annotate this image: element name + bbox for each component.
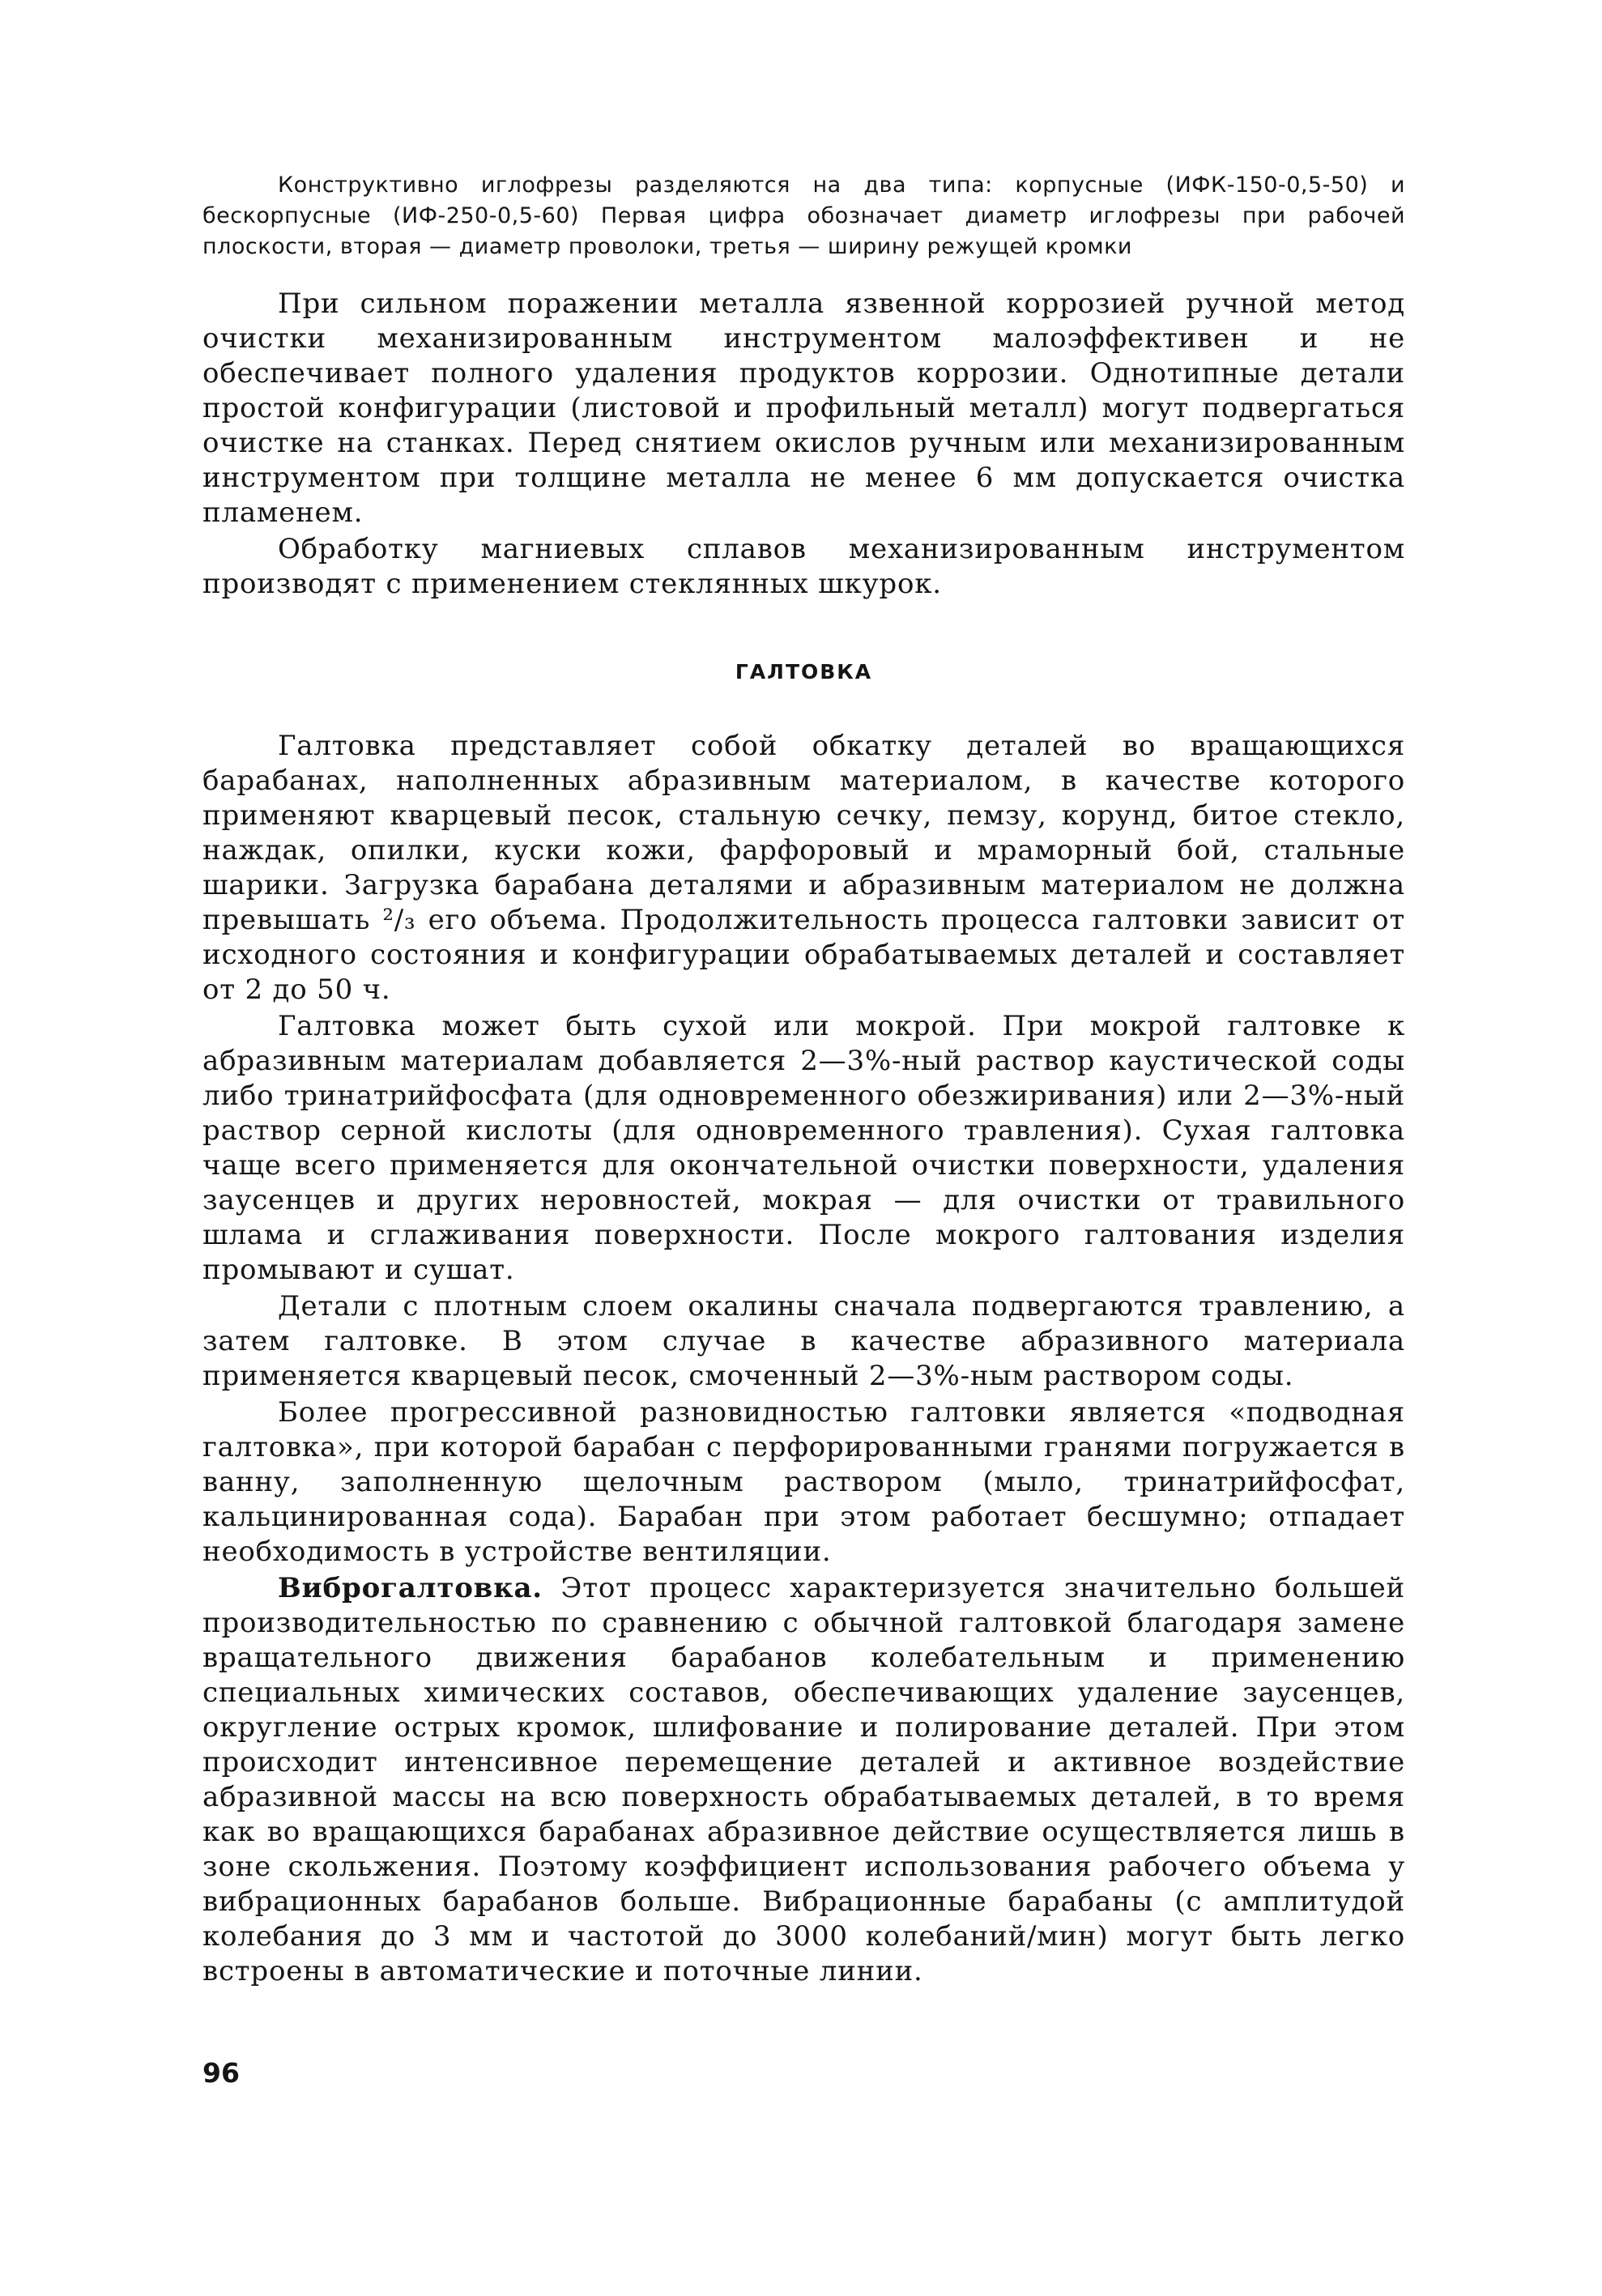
paragraph-scale-removal: Детали с плотным слоем окалины сначала подвергаются травлению, а затем галтовке. В этом случае в качестве абразивного материала применяется кварцевый песок, смоченный 2—3%-ным раствором соды. xyxy=(202,1290,1405,1392)
paragraph-magnesium-alloys: Обработку магниевых сплавов механизированным инструментом производят с применением стеклянных шкурок. xyxy=(202,533,1405,600)
page-number: 96 xyxy=(202,2057,240,2089)
paragraph-vibro-tumbling xyxy=(202,1571,1405,1989)
paragraph-tumbling-definition: Галтовка представляет собой обкатку деталей во вращающихся барабанах, наполненных абразивным материалом, в качестве которого применяют кварцевый песок, стальную сечку, пемзу, корунд, битое стекло, наждак, опилки, куски кожи, фарфоровый и мраморный бой, стальные шарики. Загрузка барабана деталями и абразивным материалом не должна превышать ²/₃ его объема. Продолжительность процесса галтовки зависит от исходного состояния и конфигурации обрабатываемых деталей и составляет от 2 до 50 ч. xyxy=(202,730,1405,1006)
vibro-term: Виброгалтовка. xyxy=(278,1572,543,1604)
vibro-text: Этот процесс характеризуется значительно большей производительностью по сравнению с обычной галтовкой благодаря замене вращательного движения барабанов колебательным и применению специальных химических составов, обеспечивающих удаление заусенцев, округление острых кромок, шлифование и полирование деталей. При этом происходит интенсивное перемещение деталей и активное воздействие абразивной массы на всю поверхность обрабатываемых деталей, в то время как во вращающихся барабанах абразивное действие осуществляется лишь в зоне скольжения. Поэтому коэффициент использования рабочего объема у вибрационных барабанов больше. Вибрационные барабаны (с амплитудой колебания до 3 мм и частотой до 3000 колебаний/мин) могут быть легко встроены в автоматические и поточные линии. xyxy=(202,1572,1405,1987)
paragraph-dry-wet-tumbling: Галтовка может быть сухой или мокрой. При мокрой галтовке к абразивным материалам добавляется 2—3%-ный раствор каустической соды либо тринатрийфосфата (для одновременного обезжиривания) или 2—3%-ный раствор серной кислоты (для одновременного травления). Сухая галтовка чаще всего применяется для окончательной очистки поверхности, удаления заусенцев и других неровностей, мокрая — для очистки от травильного шлама и сглаживания поверхности. После мокрого галтования изделия промывают и сушат. xyxy=(202,1010,1405,1286)
paragraph-corrosion-cleaning: При сильном поражении металла язвенной коррозией ручной метод очистки механизированным инструментом малоэффективен и не обеспечивает полного удаления продуктов коррозии. Однотипные детали простой конфигурации (листовой и профильный металл) могут подвергаться очистке на станках. Перед снятием окислов ручным или механизированным инструментом при толщине металла не менее 6 мм допускается очистка пламенем. xyxy=(202,288,1405,529)
section-heading: ГАЛТОВКА xyxy=(735,660,873,684)
intro-note: Конструктивно иглофрезы разделяются на два типа: корпусные (ИФК-150-0,5-50) и бескорпусные (ИФ-250-0,5-60) Первая цифра обозначает диаметр иглофрезы при рабочей плоскости, вторая — диаметр проволоки, третья — ширину режущей кромки xyxy=(202,173,1405,259)
page-content xyxy=(202,170,1405,1991)
paragraph-underwater-tumbling: Более прогрессивной разновидностью галтовки является «подводная галтовка», при которой барабан с перфорированными гранями погружается в ванну, заполненную щелочным раствором (мыло, тринатрийфосфат, кальцинированная сода). Барабан при этом работает бесшумно; отпадает необходимость в устройстве вентиляции. xyxy=(202,1396,1405,1568)
